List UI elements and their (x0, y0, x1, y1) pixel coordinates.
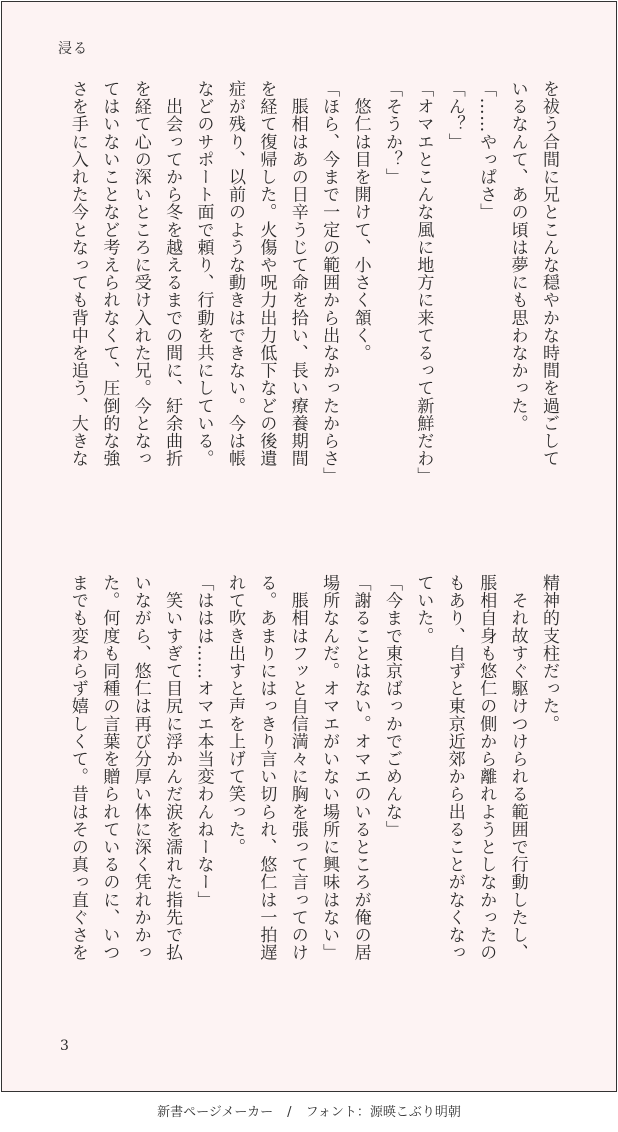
text-line: もあり、自ずと東京近郊から出ることがなくなっ (444, 574, 465, 962)
text-line: 精神的支柱だった。 (539, 574, 559, 733)
text-line: 出会ってから冬を越えるまでの間に、紆余曲折 (162, 80, 183, 468)
text-line: る。あまりにはっきり言い切られ、悠仁は一拍遅 (256, 574, 277, 962)
text-line: 「……やっぱさ」 (476, 80, 497, 221)
text-line: 症が残り、以前のような動きはできない。今は帳 (224, 80, 245, 468)
page-number: 3 (60, 1038, 69, 1054)
footer-font-credit: フォント：源暎こぶり明朝 (305, 1105, 461, 1120)
text-line: 場所なんだ。オマエがいない場所に興味はない」 (319, 574, 340, 962)
text-line: 「そうか？」 (381, 80, 402, 186)
text-line: てはいないことなど考えられなくて、圧倒的な強 (99, 80, 120, 468)
text-line: さを手に入れた今となっても背中を追う、大きな (67, 80, 88, 468)
text-line: 「ほら、今まで一定の範囲から出なかったからさ」 (319, 80, 340, 485)
text-line: 「ははは……オマエ本当変わんねーなー」 (193, 574, 214, 909)
text-line: 「謝ることはない。オマエのいるところが俺の居 (350, 574, 371, 962)
footer-separator: / (287, 1105, 292, 1120)
text-line: を経て復帰した。火傷や呪力出力低下などの後遺 (256, 80, 277, 468)
text-line: 脹相はフッと自信満々に胸を張って言ってのけ (287, 574, 308, 962)
text-line: などのサポート面で頼り、行動を共にしている。 (193, 80, 214, 468)
text-line: それ故すぐ駆けつけられる範囲で行動したし、 (507, 574, 528, 962)
footer-tool-name: 新書ページメーカー (157, 1105, 274, 1120)
text-line: を経て心の深いところに受け入れた兄。今となっ (130, 80, 151, 468)
text-line: を祓う合間に兄とこんな穏やかな時間を過ごして (539, 80, 559, 468)
text-block-top (62, 80, 565, 520)
text-line: 笑いすぎて目尻に浮かんだ涙を濡れた指先で払 (162, 574, 183, 962)
text-line: いながら、悠仁は再び分厚い体に深く凭れかかっ (130, 574, 151, 962)
text-block-bottom (62, 574, 565, 1014)
text-line: 「オマエとこんな風に地方に来てるって新鮮だわ」 (413, 80, 434, 485)
text-line: 脹相自身も悠仁の側から離れようとしなかったの (476, 574, 497, 962)
text-line: いるなんて、あの頃は夢にも思わなかった。 (507, 80, 528, 432)
novel-page (1, 1, 617, 1092)
text-line: 「ん？」 (444, 80, 465, 151)
text-line: れて吹き出すと声を上げて笑った。 (224, 574, 245, 856)
text-line: た。何度も同種の言葉を贈られているのに、いつ (99, 574, 120, 962)
page-header-title: 浸る (58, 41, 88, 57)
text-line: 悠仁は目を開けて、小さく頷く。 (350, 80, 371, 362)
text-line: までも変わらず嬉しくて。昔はその真っ直ぐさを (67, 574, 88, 962)
text-line: ていた。 (413, 574, 434, 645)
text-line: 脹相はあの日辛うじて命を拾い、長い療養期間 (287, 80, 308, 468)
text-line: 「今まで東京ばっかでごめんな」 (381, 574, 402, 838)
footer-credit (0, 1101, 618, 1120)
